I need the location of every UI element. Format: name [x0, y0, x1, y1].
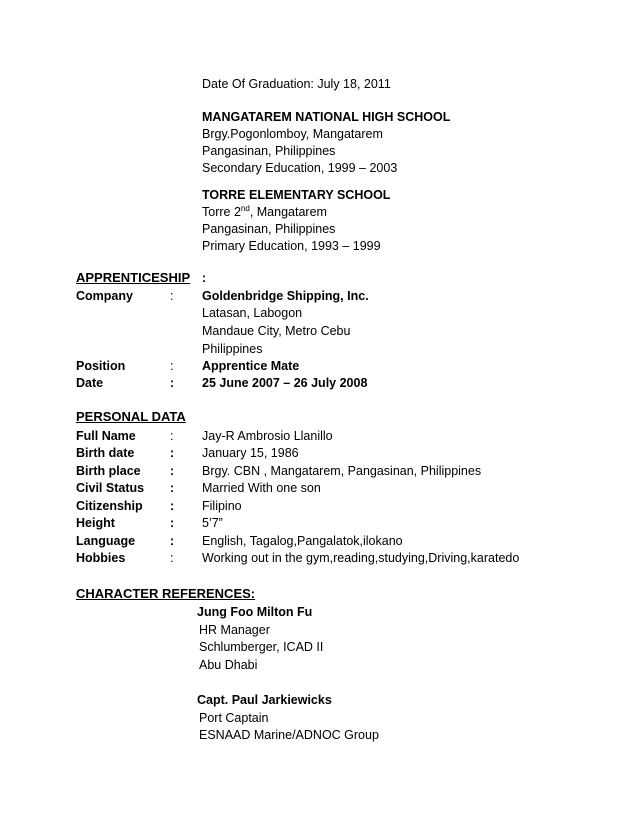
reference-1-line3: Abu Dhabi: [199, 658, 258, 672]
reference-2-name: Capt. Paul Jarkiewicks: [197, 693, 332, 707]
company-address3: Philippines: [202, 342, 263, 356]
personal-value: Married With one son: [202, 481, 321, 495]
personal-colon: :: [170, 499, 175, 513]
company-colon: :: [170, 289, 174, 303]
reference-1-name: Jung Foo Milton Fu: [197, 605, 313, 619]
high-school-name: MANGATAREM NATIONAL HIGH SCHOOL: [202, 110, 451, 124]
personal-value: Working out in the gym,reading,studying,Driving,karatedo: [202, 551, 520, 565]
references-heading: CHARACTER REFERENCES:: [76, 586, 256, 601]
reference-2-line2: ESNAAD Marine/ADNOC Group: [199, 728, 379, 742]
personal-colon: :: [170, 551, 174, 565]
personal-label: Height: [76, 516, 115, 530]
personal-colon: :: [170, 464, 175, 478]
reference-2-line1: Port Captain: [199, 711, 269, 725]
personal-label: Birth date: [76, 446, 135, 460]
company-address1: Latasan, Labogon: [202, 306, 303, 320]
elementary-period: Primary Education, 1993 – 1999: [202, 239, 381, 253]
personal-value: Jay-R Ambrosio Llanillo: [202, 429, 333, 443]
personal-data-heading: PERSONAL DATA: [76, 409, 186, 424]
company-label: Company: [76, 289, 133, 303]
personal-value: English, Tagalog,Pangalatok,ilokano: [202, 534, 403, 548]
position-label: Position: [76, 359, 126, 373]
date-value: 25 June 2007 – 26 July 2008: [202, 376, 368, 390]
position-colon: :: [170, 359, 174, 373]
personal-value: Filipino: [202, 499, 242, 513]
personal-label: Full Name: [76, 429, 136, 443]
reference-1-line2: Schlumberger, ICAD II: [199, 640, 324, 654]
personal-value: 5’7”: [202, 516, 223, 530]
high-school-address1: Brgy.Pogonlomboy, Mangatarem: [202, 127, 383, 141]
personal-label: Language: [76, 534, 136, 548]
company-name: Goldenbridge Shipping, Inc.: [202, 289, 369, 303]
company-address2: Mandaue City, Metro Cebu: [202, 324, 351, 338]
personal-value: January 15, 1986: [202, 446, 299, 460]
apprenticeship-heading-colon: :: [202, 271, 207, 285]
elementary-address2: Pangasinan, Philippines: [202, 222, 336, 236]
personal-label: Citizenship: [76, 499, 143, 513]
high-school-address2: Pangasinan, Philippines: [202, 144, 336, 158]
personal-label: Hobbies: [76, 551, 126, 565]
personal-colon: :: [170, 446, 175, 460]
personal-value: Brgy. CBN , Mangatarem, Pangasinan, Philippines: [202, 464, 482, 478]
personal-label: Birth place: [76, 464, 141, 478]
date-label: Date: [76, 376, 104, 390]
personal-colon: :: [170, 429, 174, 443]
reference-1-line1: HR Manager: [199, 623, 270, 637]
date-colon: :: [170, 376, 175, 390]
personal-colon: :: [170, 534, 175, 548]
position-value: Apprentice Mate: [202, 359, 300, 373]
high-school-period: Secondary Education, 1999 – 2003: [202, 161, 398, 175]
elementary-name: TORRE ELEMENTARY SCHOOL: [202, 188, 391, 202]
personal-label: Civil Status: [76, 481, 145, 495]
apprenticeship-heading: APPRENTICESHIP: [76, 270, 191, 285]
elementary-address1: Torre 2nd, Mangatarem: [202, 203, 327, 219]
graduation-date: Date Of Graduation: July 18, 2011: [202, 77, 391, 91]
personal-colon: :: [170, 481, 175, 495]
personal-colon: :: [170, 516, 175, 530]
